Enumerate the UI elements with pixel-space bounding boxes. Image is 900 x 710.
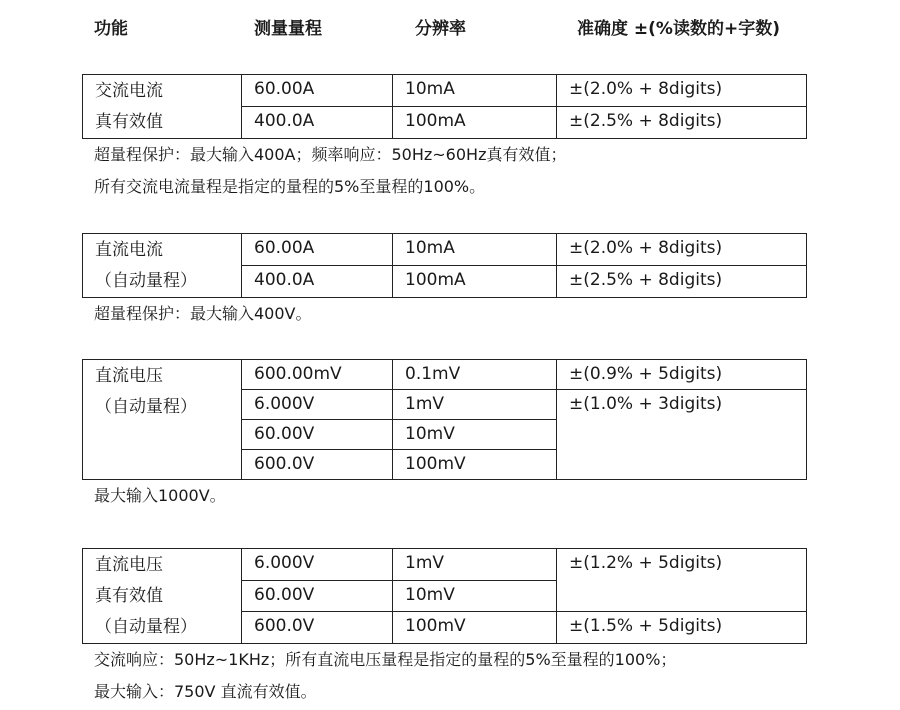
resolution-cell: 10mV <box>393 580 557 612</box>
section-dc-voltage <box>82 359 806 512</box>
section-voltage-true-rms <box>82 548 806 708</box>
resolution-cell: 100mA <box>393 266 557 298</box>
range-cell: 400.0A <box>242 266 393 298</box>
accuracy-cell: ±(2.0% + 8digits) <box>557 234 807 266</box>
spec-table <box>82 359 807 480</box>
resolution-cell: 100mV <box>393 612 557 644</box>
spec-table <box>82 74 807 139</box>
function-line: （自动量程） <box>95 397 197 417</box>
function-line: 直流电压 <box>95 366 163 386</box>
header-function: 功能 <box>94 19 128 39</box>
section-ac-current <box>82 74 806 203</box>
function-line: 直流电流 <box>95 240 163 260</box>
table-row <box>83 234 807 266</box>
accuracy-cell: ±(2.5% + 8digits) <box>557 266 807 298</box>
function-line: （自动量程） <box>95 271 197 291</box>
section-dc-current <box>82 233 806 330</box>
header-resolution: 分辨率 <box>415 19 466 39</box>
function-cell <box>83 75 242 139</box>
resolution-cell: 100mV <box>393 450 557 480</box>
resolution-cell: 0.1mV <box>393 360 557 390</box>
range-cell: 600.00mV <box>242 360 393 390</box>
note-line: 超量程保护：最大输入400A；频率响应：50Hz~60Hz真有效值； <box>94 145 567 164</box>
accuracy-cell: ±(1.5% + 5digits) <box>557 612 807 644</box>
function-line: （自动量程） <box>95 617 197 637</box>
accuracy-cell: ±(2.5% + 8digits) <box>557 107 807 139</box>
resolution-cell: 1mV <box>393 390 557 420</box>
range-cell: 60.00A <box>242 234 393 266</box>
function-line: 交流电流 <box>95 81 163 101</box>
resolution-cell: 10mA <box>393 75 557 107</box>
range-cell: 60.00A <box>242 75 393 107</box>
range-cell: 6.000V <box>242 390 393 420</box>
note-line: 最大输入：750V 直流有效值。 <box>94 682 317 701</box>
range-cell: 60.00V <box>242 420 393 450</box>
header-accuracy: 准确度 ±(%读数的+字数) <box>577 19 780 39</box>
spec-table <box>82 233 807 298</box>
header-range: 测量量程 <box>254 19 322 39</box>
resolution-cell: 10mV <box>393 420 557 450</box>
note-line: 最大输入1000V。 <box>94 486 226 505</box>
accuracy-cell: ±(1.2% + 5digits) <box>557 549 807 612</box>
function-line: 直流电压 <box>95 555 163 575</box>
function-cell <box>83 234 242 298</box>
accuracy-cell: ±(1.0% + 3digits) <box>557 390 807 480</box>
note-line: 所有交流电流量程是指定的量程的5%至量程的100%。 <box>94 177 486 196</box>
function-line: 真有效值 <box>95 586 163 606</box>
table-row <box>83 75 807 107</box>
function-cell <box>83 549 242 644</box>
resolution-cell: 1mV <box>393 549 557 581</box>
range-cell: 60.00V <box>242 580 393 612</box>
table-row <box>83 549 807 581</box>
resolution-cell: 100mA <box>393 107 557 139</box>
function-cell <box>83 360 242 480</box>
spec-table <box>82 548 807 644</box>
resolution-cell: 10mA <box>393 234 557 266</box>
range-cell: 600.0V <box>242 450 393 480</box>
table-row <box>83 360 807 390</box>
range-cell: 400.0A <box>242 107 393 139</box>
range-cell: 600.0V <box>242 612 393 644</box>
function-line: 真有效值 <box>95 112 163 132</box>
note-line: 超量程保护：最大输入400V。 <box>94 304 312 323</box>
range-cell: 6.000V <box>242 549 393 581</box>
accuracy-cell: ±(0.9% + 5digits) <box>557 360 807 390</box>
table-header <box>0 14 900 44</box>
note-line: 交流响应：50Hz~1KHz；所有直流电压量程是指定的量程的5%至量程的100%； <box>94 650 677 669</box>
accuracy-cell: ±(2.0% + 8digits) <box>557 75 807 107</box>
